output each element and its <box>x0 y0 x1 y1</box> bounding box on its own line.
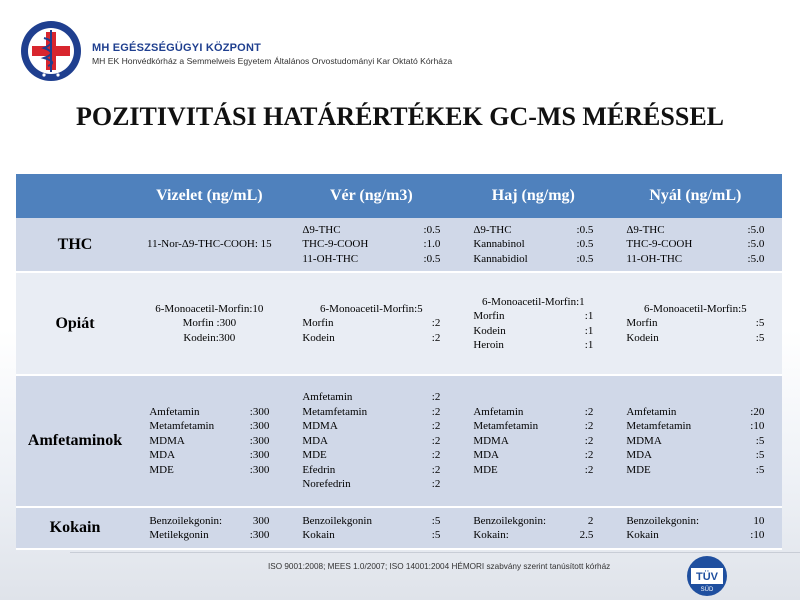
cell-blood <box>285 375 458 507</box>
cell-entry <box>473 528 593 543</box>
entry-value: :2 <box>431 434 441 447</box>
org-subtitle: MH EK Honvédkórház a Semmelweis Egyetem Általános Orvostudományi Kar Oktató Kórháza <box>92 56 453 66</box>
column-header-hair: Haj (ng/mg) <box>458 174 609 218</box>
entry-substance: MDA <box>473 449 499 462</box>
entry-value: :2 <box>431 391 441 404</box>
entry-value: :0.5 <box>423 223 441 236</box>
entry-value: :5 <box>755 449 765 462</box>
entry-substance: 6-Monoacetil-Morfin:5 <box>320 302 423 315</box>
table-row <box>16 375 782 507</box>
tuv-badge-label: TÜV <box>696 571 718 583</box>
corner-header-cell <box>16 174 134 218</box>
header <box>20 20 540 90</box>
table-row <box>16 507 782 549</box>
cell-entry <box>473 338 593 353</box>
entry-substance: Δ9-THC <box>626 223 665 236</box>
entry-substance: 11-OH-THC <box>302 252 359 265</box>
entry-substance: Metilekgonin <box>149 529 209 541</box>
row-header: THC <box>16 218 134 272</box>
entry-substance: Kannabinol <box>473 238 525 251</box>
cell-urine <box>134 272 285 375</box>
cell-entry <box>302 405 440 420</box>
entry-substance: 11-Nor-Δ9-THC-COOH: 15 <box>147 238 272 251</box>
entry-substance: Kodein <box>473 324 506 337</box>
cell-entry <box>626 316 764 331</box>
entry-substance: MDA <box>302 434 328 447</box>
entry-substance: Amfetamin <box>626 405 677 418</box>
entry-substance: Morfin <box>626 317 658 330</box>
entry-substance: Heroin <box>473 339 504 351</box>
cell-entry <box>147 237 272 252</box>
entry-substance: Morfin <box>302 317 334 330</box>
footer-divider <box>70 552 800 553</box>
entry-value: :2 <box>584 405 594 418</box>
entry-substance: Kokain: <box>473 529 509 541</box>
cell-entry <box>302 528 440 543</box>
cell-entry <box>473 252 593 267</box>
cell-entry <box>302 252 440 267</box>
column-header-saliva: Nyál (ng/mL) <box>609 174 782 218</box>
entry-value: :5 <box>755 434 765 447</box>
cell-blood <box>285 272 458 375</box>
entry-substance: Morfin <box>473 310 505 322</box>
cell-blood <box>285 507 458 549</box>
cell-entry <box>302 434 440 449</box>
cell-hair <box>458 375 609 507</box>
tuv-badge-sub: SÜD <box>700 587 714 593</box>
entry-substance: MDE <box>626 463 651 476</box>
cell-entry <box>473 295 593 310</box>
entry-substance: 6-Monoacetil-Morfin:10 <box>155 302 264 315</box>
entry-value: :5 <box>755 317 765 330</box>
entry-value: 2.5 <box>579 529 594 541</box>
entry-value: :300 <box>249 434 270 447</box>
row-header: Kokain <box>16 507 134 549</box>
entry-substance: Morfin :300 <box>182 317 237 330</box>
entry-substance: Benzoilekgonin: <box>473 514 547 527</box>
entry-value: :2 <box>584 449 594 462</box>
entry-substance: Kodein:300 <box>183 331 236 344</box>
thresholds-table <box>16 174 782 550</box>
entry-value: :300 <box>249 405 270 418</box>
entry-substance: MDMA <box>149 434 185 447</box>
entry-value: :300 <box>249 449 270 462</box>
entry-substance: Kodein <box>626 331 659 344</box>
entry-value: :0.5 <box>576 223 594 236</box>
cell-saliva <box>609 507 782 549</box>
table-header-row <box>16 174 782 218</box>
entry-substance: Benzoilekgonin: <box>149 514 223 527</box>
entry-substance: Kannabidiol <box>473 252 528 265</box>
cell-entry <box>302 302 440 317</box>
cell-entry <box>626 252 764 267</box>
cell-entry <box>473 419 593 434</box>
cell-entry <box>626 331 764 346</box>
entry-substance: Amfetamin <box>302 391 353 404</box>
entry-value: :5 <box>755 463 765 476</box>
cell-saliva <box>609 218 782 272</box>
entry-substance: 11-OH-THC <box>626 252 683 265</box>
cell-entry <box>149 463 269 478</box>
entry-value: :300 <box>249 529 270 541</box>
tuv-certification-badge-icon <box>683 554 731 598</box>
entry-substance: Benzoilekgonin <box>302 514 372 527</box>
entry-value: :5.0 <box>747 252 765 265</box>
entry-value: :20 <box>750 405 765 418</box>
entry-value: :0.5 <box>576 252 594 265</box>
cell-entry <box>473 405 593 420</box>
entry-substance: Δ9-THC <box>302 223 341 236</box>
cell-entry <box>149 528 269 543</box>
entry-value: :5 <box>755 331 765 344</box>
cell-entry <box>626 448 764 463</box>
entry-substance: MDMA <box>473 434 509 447</box>
cell-entry <box>149 448 269 463</box>
caduceus-cross-logo-icon <box>20 20 82 82</box>
entry-substance: Kokain <box>626 529 659 541</box>
cell-saliva <box>609 272 782 375</box>
cell-entry <box>302 331 440 346</box>
footer <box>0 552 800 600</box>
entry-value: :0.5 <box>576 238 594 251</box>
cell-entry <box>626 405 764 420</box>
entry-substance: Metamfetamin <box>149 420 215 433</box>
entry-substance: Amfetamin <box>473 405 524 418</box>
entry-value: :2 <box>431 420 441 433</box>
entry-value: :5.0 <box>747 238 765 251</box>
entry-substance: 6-Monoacetil-Morfin:5 <box>644 302 747 315</box>
cell-entry <box>626 237 764 252</box>
cell-entry <box>149 419 269 434</box>
cell-entry <box>626 463 764 478</box>
entry-substance: Norefedrin <box>302 478 351 491</box>
entry-value: :1.0 <box>423 238 441 251</box>
cell-entry <box>473 514 593 529</box>
entry-value: 2 <box>587 514 594 527</box>
entry-substance: Δ9-THC <box>473 223 512 236</box>
cell-entry <box>626 434 764 449</box>
cell-entry <box>473 309 593 324</box>
cell-entry <box>626 514 764 529</box>
entry-substance: 6-Monoacetil-Morfin:1 <box>482 295 585 308</box>
entry-substance: Benzoilekgonin: <box>626 514 700 527</box>
cell-entry <box>302 477 440 492</box>
entry-value: :2 <box>584 434 594 447</box>
entry-value: :0.5 <box>423 252 441 265</box>
entry-substance: MDE <box>302 449 327 462</box>
cell-saliva <box>609 375 782 507</box>
entry-value: :5 <box>431 529 441 541</box>
entry-substance: THC-9-COOH <box>626 238 693 251</box>
cell-entry <box>302 223 440 238</box>
entry-value: :2 <box>584 463 594 476</box>
cell-entry <box>473 237 593 252</box>
page-title: POZITIVITÁSI HATÁRÉRTÉKEK GC-MS MÉRÉSSEL <box>75 102 725 131</box>
cell-urine <box>134 507 285 549</box>
entry-substance: THC-9-COOH <box>302 238 369 251</box>
cell-entry <box>626 302 764 317</box>
cell-entry <box>149 405 269 420</box>
entry-substance: Amfetamin <box>149 405 200 418</box>
table-row <box>16 272 782 375</box>
row-header: Opiát <box>16 272 134 375</box>
cell-entry <box>149 316 269 331</box>
entry-value: :10 <box>750 420 765 433</box>
table-row <box>16 218 782 272</box>
entry-value: 10 <box>753 514 765 527</box>
entry-value: :300 <box>249 463 270 476</box>
cell-entry <box>473 223 593 238</box>
entry-substance: Kokain <box>302 529 335 541</box>
cell-blood <box>285 218 458 272</box>
cell-entry <box>302 463 440 478</box>
cell-hair <box>458 218 609 272</box>
cell-entry <box>302 237 440 252</box>
org-name: MH EGÉSZSÉGÜGYI KÖZPONT <box>92 42 262 54</box>
entry-value: :5.0 <box>747 223 765 236</box>
row-header: Amfetaminok <box>16 375 134 507</box>
entry-substance: MDMA <box>302 420 338 433</box>
cell-entry <box>302 448 440 463</box>
cell-entry <box>302 390 440 405</box>
cell-urine <box>134 218 285 272</box>
cell-entry <box>149 434 269 449</box>
entry-value: :2 <box>431 405 441 418</box>
cell-entry <box>626 419 764 434</box>
entry-substance: Metamfetamin <box>473 420 539 433</box>
entry-value: :1 <box>584 339 594 351</box>
cell-entry <box>149 302 269 317</box>
entry-substance: MDE <box>149 463 174 476</box>
entry-substance: MDMA <box>626 434 662 447</box>
entry-substance: Metamfetamin <box>302 405 368 418</box>
cell-hair <box>458 507 609 549</box>
entry-substance: MDA <box>626 449 652 462</box>
entry-value: :2 <box>431 478 441 491</box>
cell-hair <box>458 272 609 375</box>
entry-substance: Efedrin <box>302 463 336 476</box>
entry-value: :2 <box>431 463 441 476</box>
entry-value: :2 <box>431 331 441 344</box>
entry-value: :1 <box>584 324 594 337</box>
footer-certification-text: ISO 9001:2008; MEES 1.0/2007; ISO 14001:2004 HÉMORI szabvány szerint tanúsított kórház <box>268 562 611 571</box>
column-header-blood: Vér (ng/m3) <box>285 174 458 218</box>
entry-substance: MDE <box>473 463 498 476</box>
cell-entry <box>302 514 440 529</box>
cell-entry <box>473 463 593 478</box>
entry-substance: Metamfetamin <box>626 420 692 433</box>
cell-entry <box>473 324 593 339</box>
entry-value: :2 <box>431 449 441 462</box>
entry-value: :2 <box>431 317 441 330</box>
entry-value: :2 <box>584 420 594 433</box>
entry-value: :5 <box>431 514 441 527</box>
cell-entry <box>626 223 764 238</box>
entry-substance: Kodein <box>302 331 335 344</box>
cell-entry <box>149 514 269 529</box>
entry-value: 300 <box>252 514 270 527</box>
entry-value: :10 <box>750 529 765 541</box>
entry-value: :300 <box>249 420 270 433</box>
cell-urine <box>134 375 285 507</box>
cell-entry <box>302 316 440 331</box>
cell-entry <box>302 419 440 434</box>
cell-entry <box>473 448 593 463</box>
cell-entry <box>149 331 269 346</box>
entry-value: :1 <box>584 310 594 322</box>
column-header-urine: Vizelet (ng/mL) <box>134 174 285 218</box>
cell-entry <box>473 434 593 449</box>
entry-substance: MDA <box>149 449 176 462</box>
cell-entry <box>626 528 764 543</box>
